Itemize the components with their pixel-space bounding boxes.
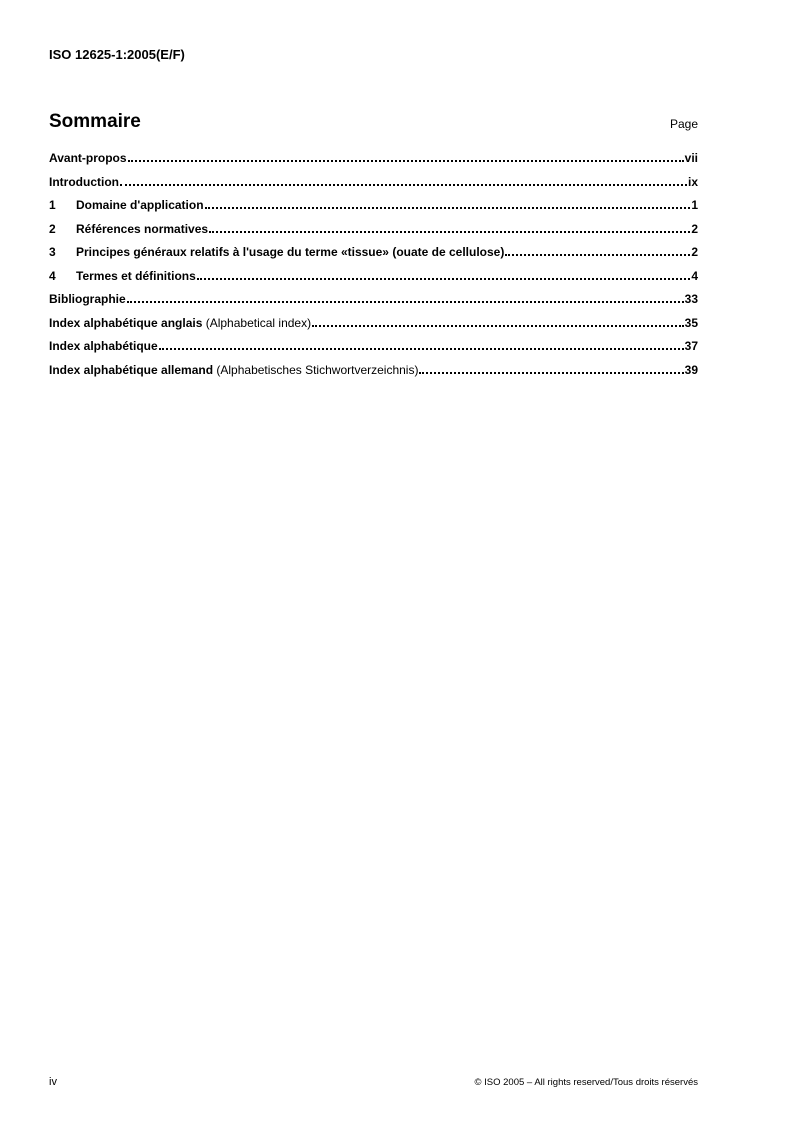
toc-entry-avant-propos[interactable] xyxy=(49,150,698,174)
toc-entry-label: Références normatives xyxy=(76,221,209,236)
toc-entry-page: 33 xyxy=(684,292,698,306)
toc-entry-page: 1 xyxy=(691,198,698,212)
toc-entry-page: 39 xyxy=(684,362,698,377)
dot-leader xyxy=(312,315,684,327)
toc-entry-label: Avant-propos xyxy=(49,151,127,165)
dot-leader xyxy=(419,362,683,374)
toc-entry-page: 4 xyxy=(691,268,698,283)
toc-entry-label: Index alphabétique anglais (Alphabetical index) xyxy=(49,315,312,330)
toc-entry-references-normatives[interactable] xyxy=(49,221,698,245)
dot-leader xyxy=(159,338,684,350)
toc-entry-termes-definitions[interactable] xyxy=(49,268,698,292)
toc-entry-introduction[interactable] xyxy=(49,174,698,198)
toc-entry-index-anglais[interactable] xyxy=(49,315,698,339)
toc-entry-label: Index alphabétique allemand (Alphabetisches Stichwortverzeichnis) xyxy=(49,362,419,377)
toc-entry-label: Principes généraux relatifs à l'usage du terme «tissue» (ouate de cellulose) xyxy=(76,245,505,259)
toc-entry-number: 3 xyxy=(49,245,56,259)
footer-copyright: © ISO 2005 – All rights reserved/Tous droits réservés xyxy=(474,1077,698,1088)
toc-entry-number: 4 xyxy=(49,268,56,283)
dot-leader xyxy=(127,291,684,303)
dot-leader xyxy=(120,174,687,186)
toc-entry-page: 37 xyxy=(684,339,698,353)
toc-entry-page: 2 xyxy=(691,221,698,236)
dot-leader xyxy=(128,150,684,162)
footer-page-number: iv xyxy=(49,1076,57,1088)
toc-entry-number: 1 xyxy=(49,198,56,212)
document-id: ISO 12625-1:2005(E/F) xyxy=(49,47,185,62)
toc-entry-label: Index alphabétique xyxy=(49,339,158,353)
toc-entry-label: Termes et définitions xyxy=(76,268,196,283)
toc-entry-principes-generaux[interactable] xyxy=(49,244,698,268)
toc-entry-number: 2 xyxy=(49,221,56,236)
toc-entry-label: Introduction xyxy=(49,174,119,189)
page-column-label: Page xyxy=(669,117,698,131)
toc-entry-index-allemand[interactable] xyxy=(49,362,698,386)
toc-entry-page: ix xyxy=(687,174,698,189)
toc-title: Sommaire xyxy=(49,111,141,132)
toc-list xyxy=(49,150,698,385)
toc-entry-bibliographie[interactable] xyxy=(49,291,698,315)
toc-entry-index-alphabetique[interactable] xyxy=(49,338,698,362)
toc-entry-domaine-application[interactable] xyxy=(49,197,698,221)
toc-header xyxy=(49,110,698,136)
dot-leader xyxy=(197,268,691,280)
toc-entry-page: 2 xyxy=(691,245,698,259)
toc-entry-label: Bibliographie xyxy=(49,292,126,306)
dot-leader xyxy=(209,221,690,233)
toc-entry-label: Domaine d'application xyxy=(76,198,204,212)
toc-entry-page: 35 xyxy=(684,315,698,330)
toc-entry-page: vii xyxy=(684,151,698,165)
dot-leader xyxy=(205,197,691,209)
dot-leader xyxy=(505,244,690,256)
